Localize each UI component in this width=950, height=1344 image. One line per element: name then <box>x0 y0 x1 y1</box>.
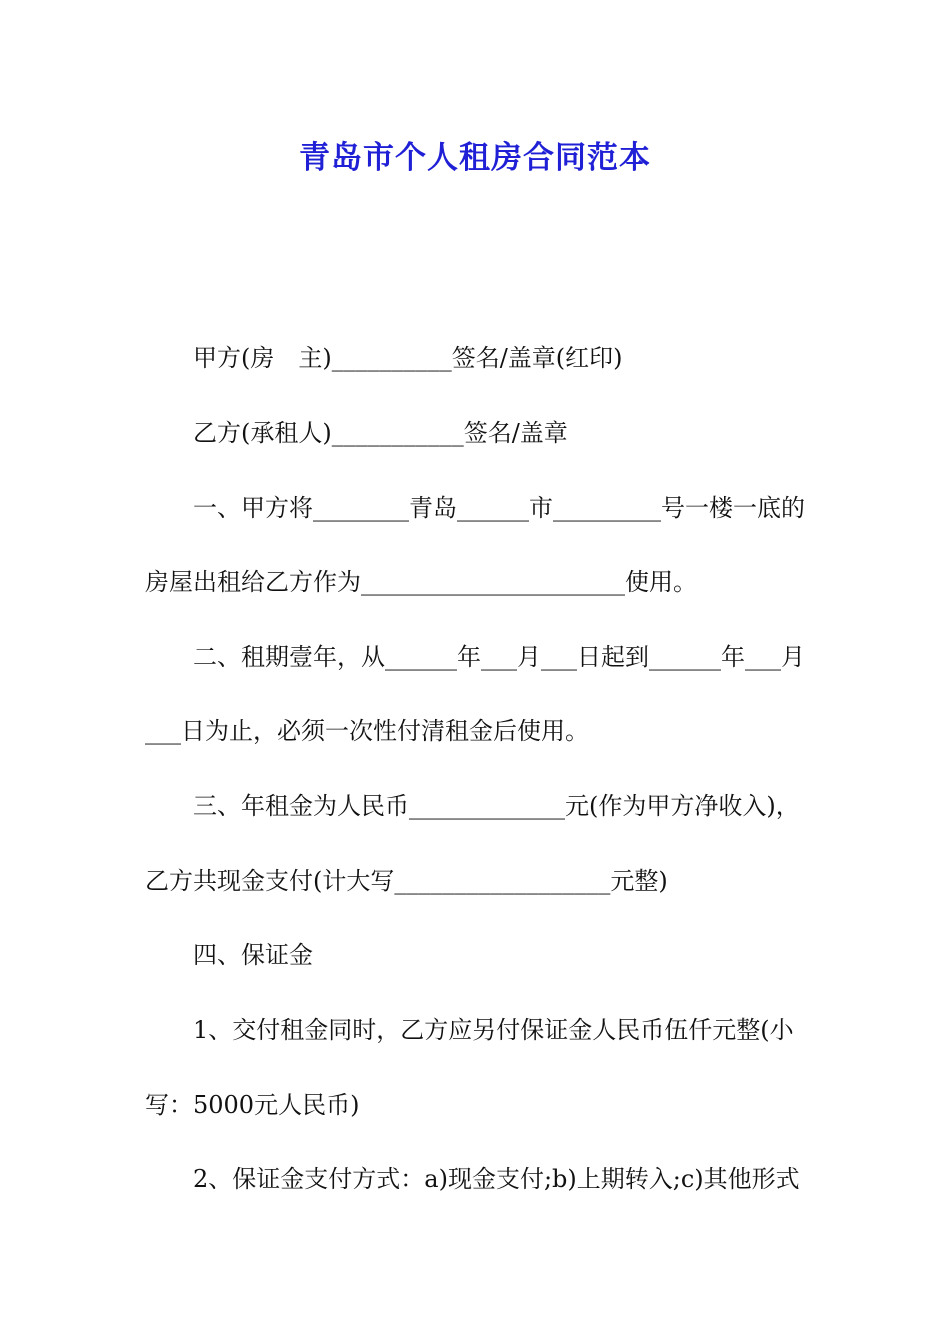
clause-3-line-2: 乙方共现金支付(计大写__________________元整) <box>145 867 668 895</box>
clause-4-item-1-line-2: 写：5000元人民币) <box>145 1091 360 1119</box>
clause-4-heading: 四、保证金 <box>193 941 313 969</box>
clause-1-line-2: 房屋出租给乙方作为______________________使用。 <box>145 568 697 596</box>
clause-4-item-2-line-1: 2、保证金支付方式：a)现金支付;b)上期转入;c)其他形式 <box>193 1165 800 1193</box>
party-b-line: 乙方(承租人)___________签名/盖章 <box>193 419 568 447</box>
clause-2-line-2: ___日为止，必须一次性付清租金后使用。 <box>145 717 589 745</box>
clause-2-line-1: 二、租期壹年，从______年___月___日起到______年___月 <box>193 643 805 671</box>
clause-4-item-1-line-1: 1、交付租金同时，乙方应另付保证金人民币伍仟元整(小 <box>193 1016 794 1044</box>
clause-1-line-1: 一、甲方将________青岛______市_________号一楼一底的 <box>193 494 805 522</box>
clause-3-line-1: 三、年租金为人民币_____________元(作为甲方净收入)， <box>193 792 800 820</box>
party-a-line: 甲方(房 主)__________签名/盖章(红印) <box>193 344 623 372</box>
document-title: 青岛市个人租房合同范本 <box>299 140 651 176</box>
